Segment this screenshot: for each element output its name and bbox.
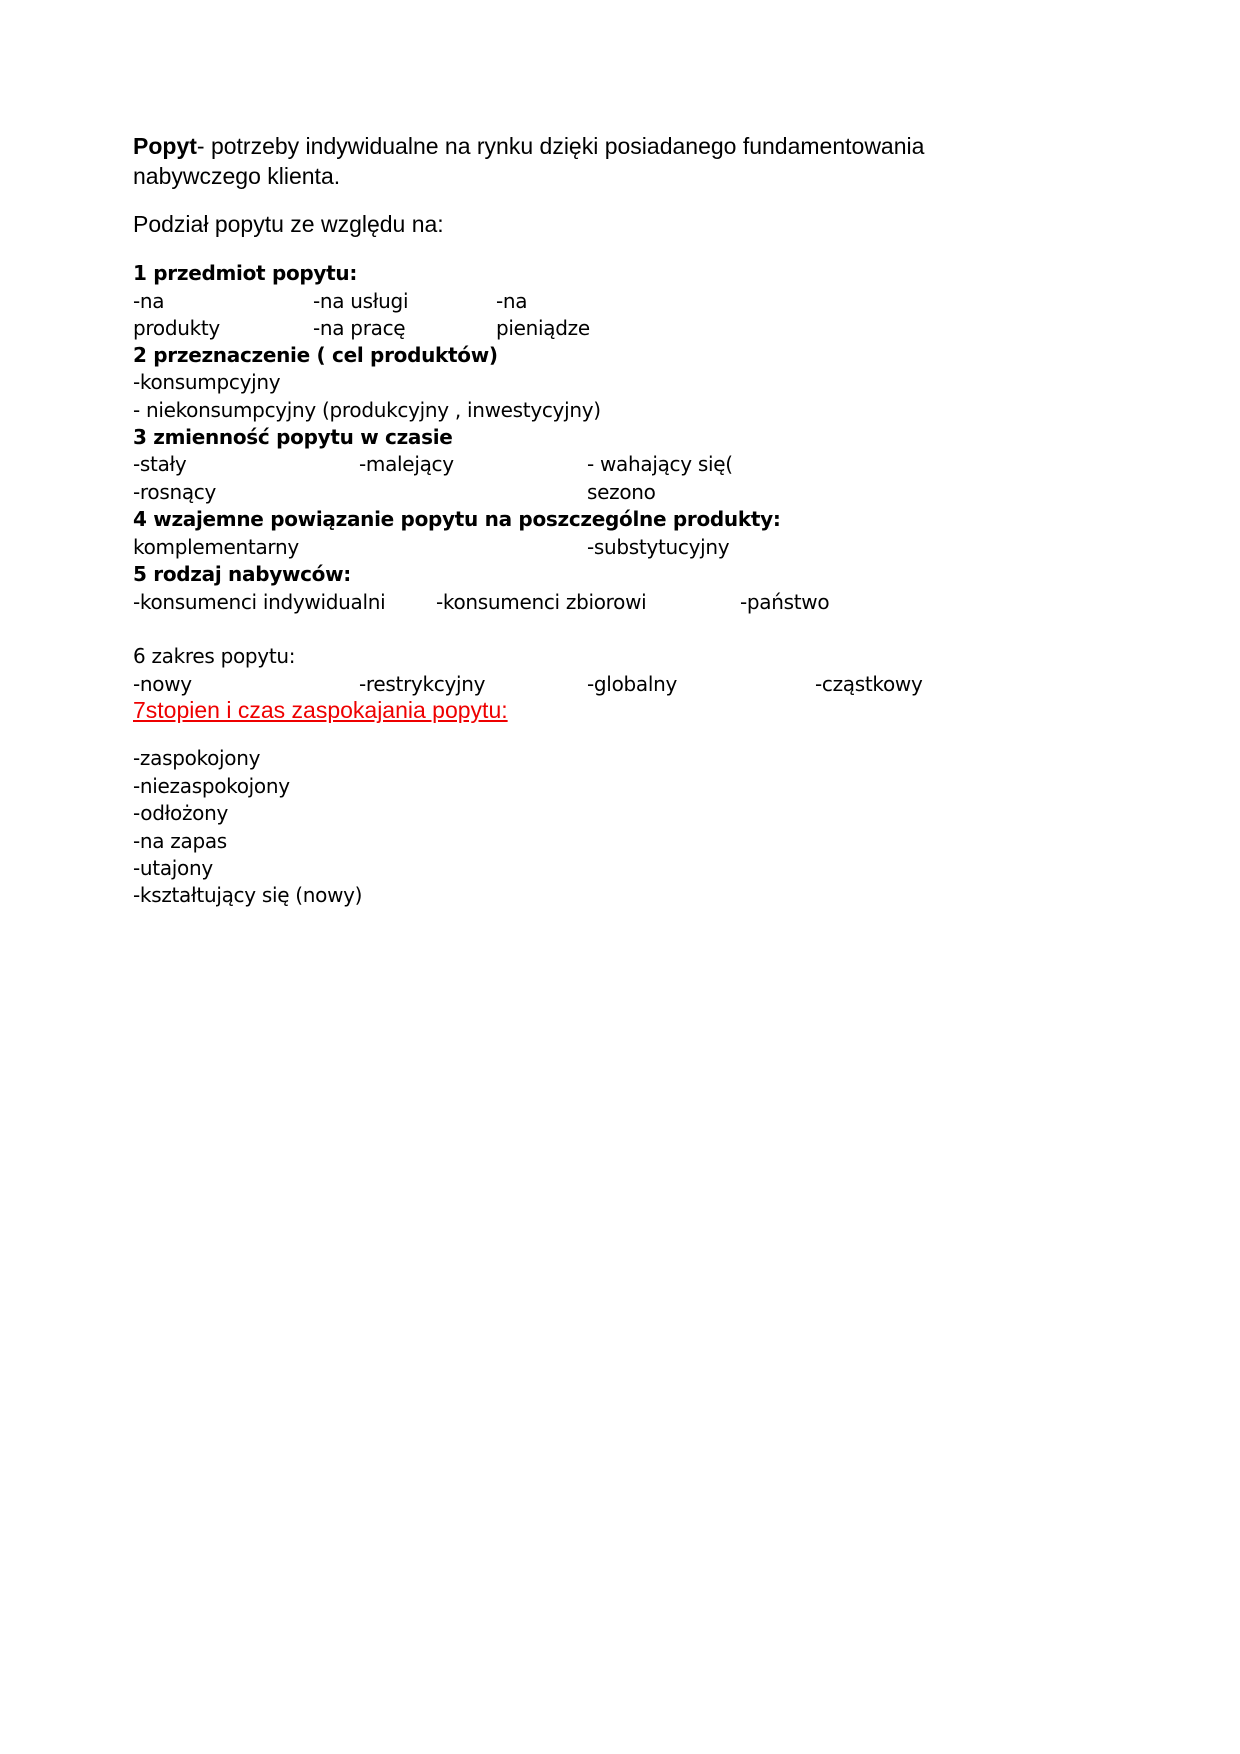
list-item: - niekonsumpcyjny (produkcyjny , inwestycyjny) [133, 398, 601, 422]
list-item: -konsumenci zbiorowi [436, 590, 647, 614]
list-item: - wahający się( [587, 452, 733, 476]
list-item: -rosnący [133, 480, 217, 504]
list-item: komplementarny [133, 535, 299, 559]
division-heading: Podział popytu ze względu na: [133, 211, 444, 237]
term-popyt: Popyt [133, 133, 197, 159]
list-item: -kształtujący się (nowy) [133, 883, 363, 907]
section-4-heading: 4 wzajemne powiązanie popytu na poszczególne produkty: [133, 507, 781, 531]
list-item: -restrykcyjny [359, 672, 486, 696]
list-item: -konsumpcyjny [133, 370, 281, 394]
list-item: -zaspokojony [133, 746, 261, 770]
section-7-heading: 7stopien i czas zaspokajania popytu: [133, 697, 508, 723]
list-item: -na pracę [313, 316, 406, 340]
section-6-heading: 6 zakres popytu: [133, 644, 296, 668]
list-item: -na [496, 289, 528, 313]
list-item: -malejący [359, 452, 454, 476]
list-item: sezono [587, 480, 656, 504]
list-item: -na usługi [313, 289, 409, 313]
list-item: pieniądze [496, 316, 590, 340]
definition-line-1 [133, 133, 924, 160]
list-item: -cząstkowy [815, 672, 923, 696]
list-item: produkty [133, 316, 220, 340]
list-item: -odłożony [133, 801, 228, 825]
section-1-heading: 1 przedmiot popytu: [133, 261, 358, 285]
list-item: -na [133, 289, 165, 313]
list-item: -stały [133, 452, 187, 476]
section-2-heading: 2 przeznaczenie ( cel produktów) [133, 343, 498, 367]
list-item: -substytucyjny [587, 535, 730, 559]
list-item: -utajony [133, 856, 213, 880]
definition-text: - potrzeby indywidualne na rynku dzięki posiadanego fundamentowania [196, 133, 925, 159]
section-5-heading: 5 rodzaj nabywców: [133, 562, 351, 586]
definition-line-2: nabywczego klienta. [133, 163, 341, 189]
list-item: -na zapas [133, 829, 227, 853]
list-item: -konsumenci indywidualni [133, 590, 386, 614]
list-item: -państwo [740, 590, 830, 614]
list-item: -globalny [587, 672, 678, 696]
section-3-heading: 3 zmienność popytu w czasie [133, 425, 453, 449]
list-item: -nowy [133, 672, 192, 696]
list-item: -niezaspokojony [133, 774, 290, 798]
